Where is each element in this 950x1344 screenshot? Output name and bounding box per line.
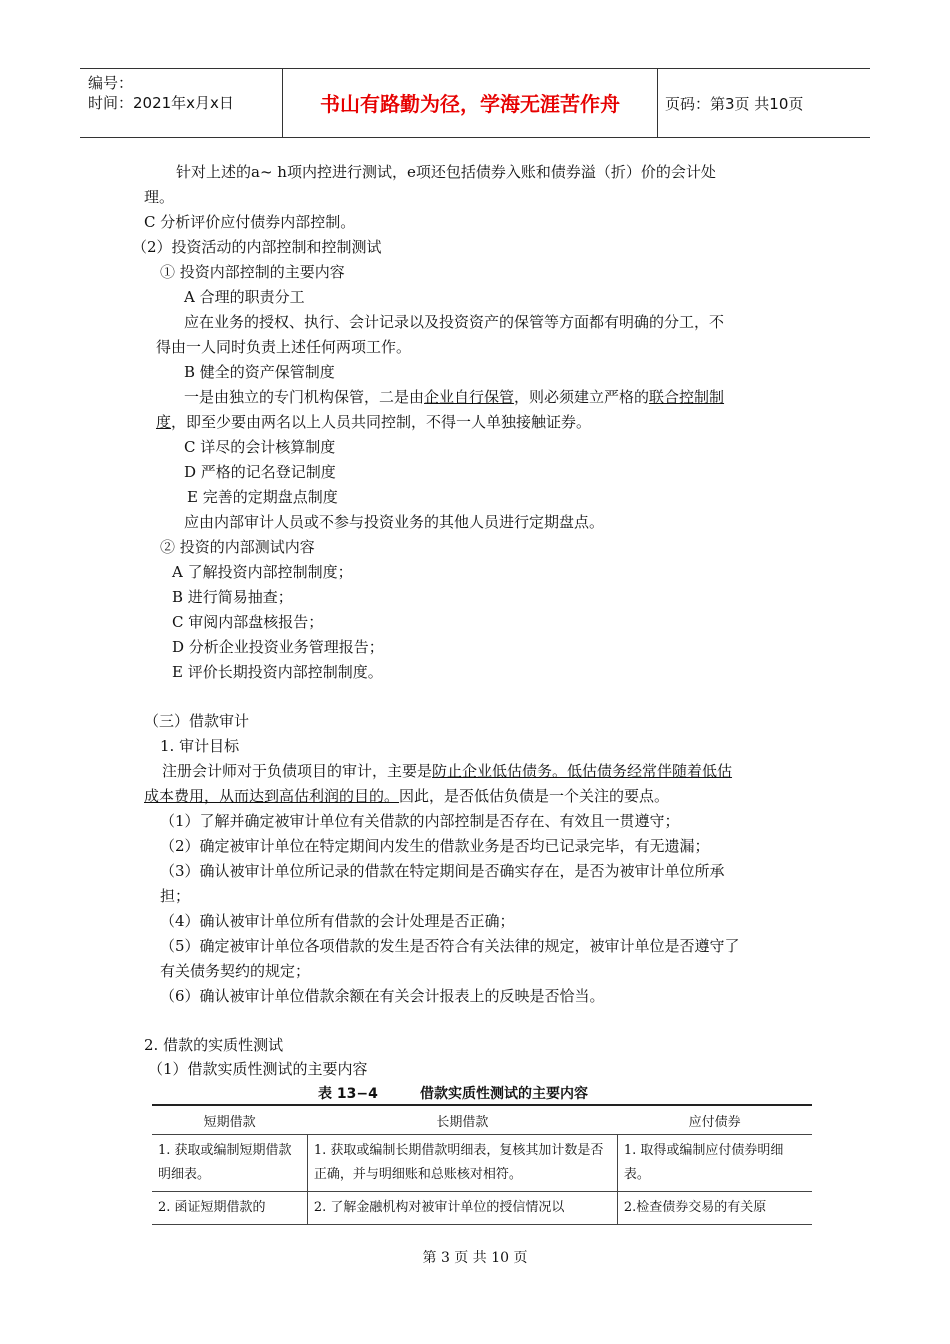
- text-line: 一是由独立的专门机构保管，二是由企业自行保管，则必须建立严格的联合控制制: [184, 388, 725, 406]
- text-line: D 严格的记名登记制度: [184, 463, 336, 481]
- text-line: A 了解投资内部控制制度；: [172, 563, 353, 581]
- table-cell: 1. 获取或编制长期借款明细表，复核其加计数是否正确，并与明细账和总账核对相符。: [307, 1135, 617, 1192]
- text-line: 应由内部审计人员或不参与投资业务的其他人员进行定期盘点。: [184, 513, 605, 531]
- column-header: 应付债券: [617, 1105, 812, 1135]
- text-line: 得由一人同时负责上述任何两项工作。: [156, 338, 412, 356]
- text-line: 有关债务契约的规定；: [160, 962, 311, 980]
- text-line: C 审阅内部盘核报告；: [172, 613, 324, 631]
- underlined-text: 度: [156, 413, 172, 431]
- document-date: 时间：2021年x月x日: [88, 94, 234, 112]
- table-header-row: [152, 1105, 812, 1135]
- text-line: 针对上述的a~ h项内控进行测试，e项还包括债券入账和债券溢（折）价的会计处: [176, 163, 716, 181]
- section-heading: （2）投资活动的内部控制和控制测试: [132, 238, 382, 256]
- list-item: （4）确认被审计单位所有借款的会计处理是否正确；: [160, 912, 515, 930]
- column-header: 长期借款: [307, 1105, 617, 1135]
- text-line: 应在业务的授权、执行、会计记录以及投资资产的保管等方面都有明确的分工，不: [184, 313, 725, 331]
- table-cell: 2. 函证短期借款的: [152, 1192, 307, 1225]
- text-line: C 分析评价应付债券内部控制。: [144, 213, 356, 231]
- text-line: B 健全的资产保管制度: [184, 363, 335, 381]
- underlined-text: 联合控制制: [649, 388, 725, 406]
- list-item: （3）确认被审计单位所记录的借款在特定期间是否确实存在，是否为被审计单位所承: [160, 862, 725, 880]
- header-left: [88, 73, 283, 113]
- document-number-label: 编号：: [88, 74, 134, 92]
- subsection-heading: ① 投资内部控制的主要内容: [160, 263, 345, 281]
- header-motto: 书山有路勤为径，学海无涯苦作舟: [320, 92, 620, 116]
- text-line: D 分析企业投资业务管理报告；: [172, 638, 384, 656]
- text-line: E 完善的定期盘点制度: [187, 488, 338, 506]
- header-page-info: 页码：第3页 共10页: [665, 95, 804, 113]
- subsection-heading: ② 投资的内部测试内容: [160, 538, 315, 556]
- underlined-text: 防止企业低估债务。低估债务经常伴随着低估: [432, 762, 733, 780]
- underlined-text: 企业自行保管: [424, 388, 515, 406]
- text-line: 理。: [144, 188, 175, 206]
- text-line: 成本费用，从而达到高估利润的目的。因此，是否低估负债是一个关注的要点。: [144, 787, 670, 805]
- text-line: 度，即至少要由两名以上人员共同控制，不得一人单独接触证券。: [156, 413, 592, 431]
- text-line: （1）借款实质性测试的主要内容: [148, 1060, 368, 1078]
- underlined-text: 成本费用，从而达到高估利润的目的。: [144, 787, 400, 805]
- column-header: 短期借款: [152, 1105, 307, 1135]
- header-divider: [657, 69, 658, 137]
- text-line: 注册会计师对于负债项目的审计，主要是防止企业低估债务。低估债务经常伴随着低估: [162, 762, 733, 780]
- list-item: （2）确定被审计单位在特定期间内发生的借款业务是否均已记录完毕，有无遗漏；: [160, 837, 710, 855]
- text-line: C 详尽的会计核算制度: [184, 438, 336, 456]
- text-line: B 进行简易抽查；: [172, 588, 293, 606]
- text-line: 担；: [160, 887, 191, 905]
- table-title: 借款实质性测试的主要内容: [420, 1086, 588, 1102]
- text-line: A 合理的职责分工: [184, 288, 305, 306]
- text-line: E 评价长期投资内部控制制度。: [172, 663, 383, 681]
- table-cell: 1. 获取或编制短期借款明细表。: [152, 1135, 307, 1192]
- page-header: [80, 68, 870, 138]
- header-divider: [282, 69, 283, 137]
- table-cell: 1. 取得或编制应付债券明细表。: [617, 1135, 812, 1192]
- section-heading: （三）借款审计: [144, 712, 250, 730]
- page-footer: 第 3 页 共 10 页: [422, 1250, 528, 1266]
- table-cell: 2. 了解金融机构对被审计单位的授信情况以: [307, 1192, 617, 1225]
- list-item: （6）确认被审计单位借款余额在有关会计报表上的反映是否恰当。: [160, 987, 605, 1005]
- subsection-heading: 1. 审计目标: [160, 737, 240, 755]
- table-row: [152, 1135, 812, 1192]
- table-cell: 2.检查债券交易的有关原: [617, 1192, 812, 1225]
- subsection-heading: 2. 借款的实质性测试: [144, 1036, 284, 1054]
- table-row: [152, 1192, 812, 1225]
- substantive-test-table: [152, 1104, 812, 1225]
- list-item: （1）了解并确定被审计单位有关借款的内部控制是否存在、有效且一贯遵守；: [160, 812, 680, 830]
- list-item: （5）确定被审计单位各项借款的发生是否符合有关法律的规定，被审计单位是否遵守了: [160, 937, 740, 955]
- table-number: 表 13−4: [318, 1086, 378, 1102]
